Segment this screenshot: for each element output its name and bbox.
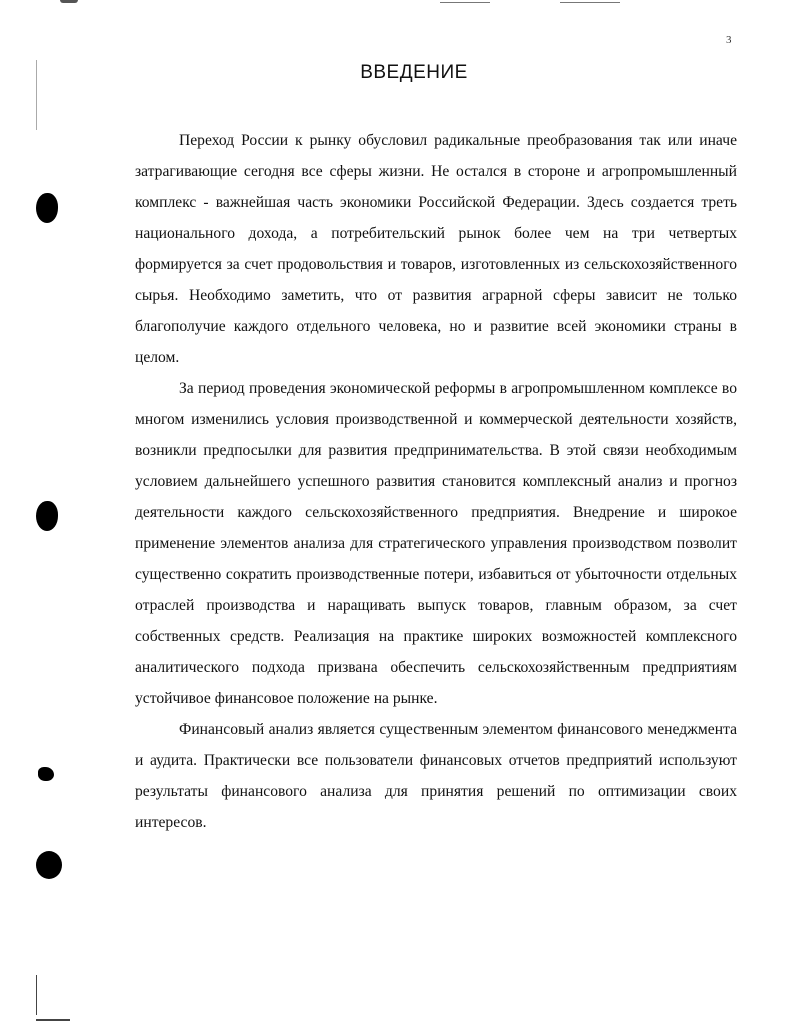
page-title: ВВЕДЕНИЕ — [360, 62, 468, 83]
paragraph: За период проведения экономической реформы в агропромышленном комплексе во многом изменились условия производственной и коммерческой деятельности хозяйств, возникли предпосылки для развития предпринимательства. В этой связи необходимым условием дальнейшего успешного развития становится комплексный анализ и прогноз деятельности каждого сельскохозяйственного предприятия. Внедрение и широкое применение элементов анализа для стратегического управления производством позволит существенно сократить производственные потери, избавиться от убыточности отдельных отраслей производства и наращивать выпуск товаров, главным образом, за счет собственных средств. Реализация на практике широких возможностей комплексного аналитического подхода призвана обеспечить сельскохозяйственным предприятиям устойчивое финансовое положение на рынке. — [135, 380, 737, 707]
binder-hole — [38, 767, 54, 781]
binder-hole — [36, 193, 58, 223]
scan-artifact-top — [560, 2, 620, 3]
scan-artifact-bottom — [36, 1019, 70, 1021]
paragraph: Переход России к рынку обусловил радикальные преобразования так или иначе затрагивающие сегодня все сферы жизни. Не остался в стороне и агропромышленный комплекс - важнейшая часть экономики Российской Федерации. Здесь создается треть национального дохода, а потребительский рынок более чем на три четвертых формируется за счет продовольствия и товаров, изготовленных из сельскохозяйственного сырья. Необходимо заметить, что от развития аграрной сферы зависит не только благополучие каждого отдельного человека, но и развитие всей экономики страны в целом. — [135, 132, 737, 366]
binder-hole — [36, 501, 58, 531]
scan-artifact-top — [60, 0, 78, 3]
page-number: 3 — [726, 34, 732, 46]
scan-artifact-left — [36, 975, 37, 1015]
body-text — [135, 125, 737, 838]
scan-artifact-top — [440, 2, 490, 3]
binder-hole — [36, 851, 62, 879]
paragraph: Финансовый анализ является существенным элементом финансового менеджмента и аудита. Практически все пользователи финансовых отчетов предприятий используют результаты финансового анализа для принятия решений по оптимизации своих интересов. — [135, 721, 737, 831]
